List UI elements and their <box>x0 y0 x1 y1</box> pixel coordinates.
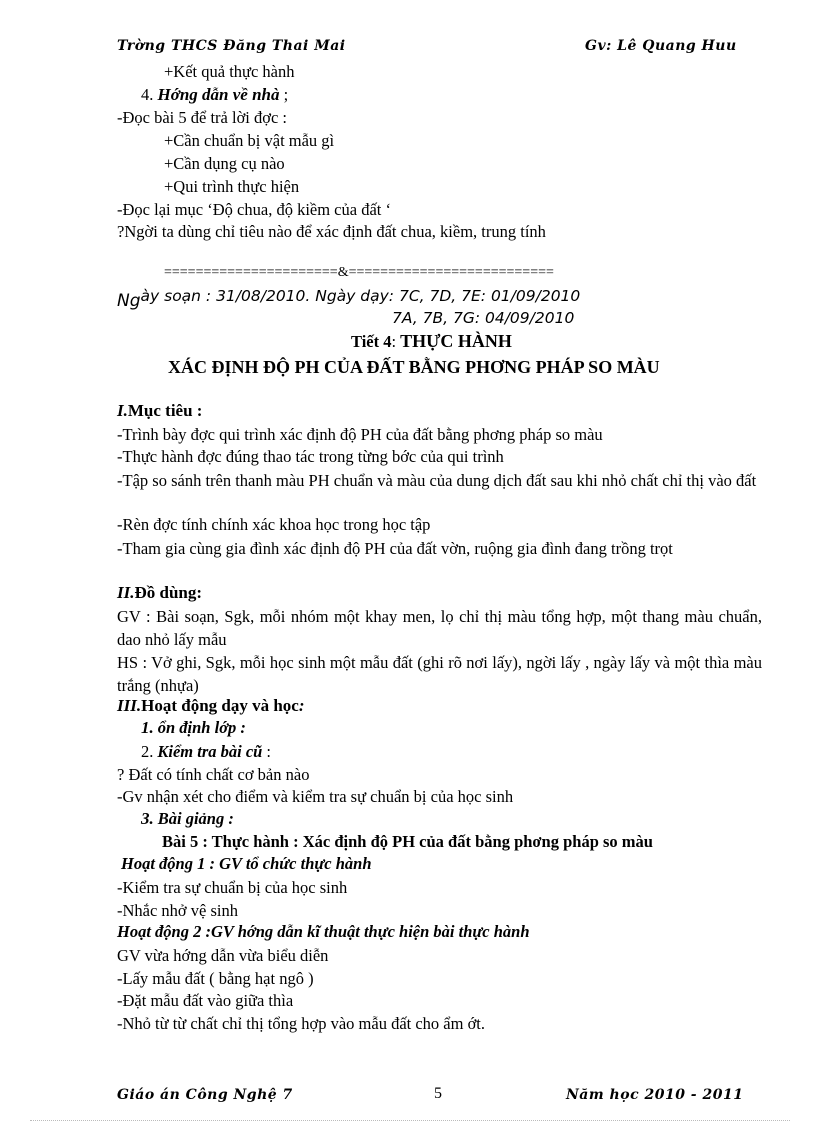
lesson-number <box>351 331 512 352</box>
step-3-number: 3. <box>141 809 154 828</box>
objective-item: -Tập so sánh trên thanh màu PH chuẩn và màu của dung dịch đất sau khi nhỏ chất chỉ thị vào đất <box>117 471 757 490</box>
footer-rule <box>30 1120 790 1121</box>
lesson-colon: : <box>391 332 397 351</box>
activity-2-item: -Nhỏ từ từ chất chỉ thị tổng hợp vào mẫu đất cho ẩm ớt. <box>117 1014 486 1033</box>
homework-label: Hớng dẫn về nhà <box>157 85 280 104</box>
materials-hs: HS : Vở ghi, Sgk, mỗi học sinh một mẫu đất (ghi rõ nơi lấy), ngời lấy , ngày lấy và một thìa màu trắng (nhựa) <box>117 653 762 695</box>
materials-gv: GV : Bài soạn, Sgk, mỗi nhóm một khay men, lọ chỉ thị màu tổng hợp, một thang màu chuẩn, dao nhỏ lấy mẫu <box>117 607 762 649</box>
objectives-heading <box>117 401 202 421</box>
footer-year: Năm học 2010 - 2011 <box>566 1087 744 1103</box>
homework-heading <box>141 84 288 106</box>
footer-subject: Giáo án Công Nghệ 7 <box>117 1087 293 1103</box>
step-3-label: Bài giảng : <box>157 809 234 828</box>
activities-tail: : <box>298 696 305 715</box>
step-2-label: Kiểm tra bài cũ <box>157 742 263 761</box>
materials-title: Đồ dùng: <box>134 583 203 602</box>
homework-number: 4. <box>141 85 154 104</box>
objective-item: -Tham gia cùng gia đình xác định độ PH của đất vờn, ruộng gia đình đang trồng trọt <box>117 539 673 558</box>
materials-heading <box>117 583 202 603</box>
activity-1-item: -Kiểm tra sự chuẩn bị của học sinh <box>117 878 348 897</box>
homework-line: -Đọc lại mục ‘Độ chua, độ kiềm của đất ‘ <box>117 200 391 219</box>
homework-line: +Cần chuẩn bị vật mẫu gì <box>164 131 335 150</box>
date-line-2: 7A, 7B, 7G: 04/09/2010 <box>392 309 575 327</box>
materials-roman: II. <box>117 583 135 602</box>
review-question: ? Đất có tính chất cơ bản nào <box>117 765 310 784</box>
activities-title: Hoạt động dạy và học <box>141 696 299 715</box>
lesson-type: THỰC HÀNH <box>400 331 512 351</box>
lesson-heading <box>162 832 653 852</box>
page-number: 5 <box>434 1085 442 1102</box>
homework-tail: ; <box>283 85 289 104</box>
activities-roman: III. <box>117 696 142 715</box>
objective-item: -Thực hành đợc đúng thao tác trong từng bớc của qui trình <box>117 447 504 466</box>
activity-2-item: GV vừa hớng dẫn vừa biểu diễn <box>117 946 329 965</box>
objectives-roman: I. <box>117 401 128 420</box>
step-1-label: ổn định lớp : <box>157 718 246 737</box>
step-1 <box>141 718 246 738</box>
step-1-number: 1. <box>141 718 154 737</box>
header-school: Trờng THCS Đăng Thai Mai <box>117 38 346 54</box>
homework-line: +Qui trình thực hiện <box>164 177 300 196</box>
header-teacher: Gv: Lê Quang Huu <box>585 38 737 54</box>
activity-1-item: -Nhắc nhở vệ sinh <box>117 901 238 920</box>
homework-line: +Cần dụng cụ nào <box>164 154 285 173</box>
activity-2-item: -Lấy mẫu đất ( bằng hạt ngô ) <box>117 969 314 988</box>
step-2-number: 2. <box>141 742 154 761</box>
step-3 <box>141 809 234 829</box>
lesson-heading-text: : Thực hành : Xác định độ PH của đất bằng phơng pháp so màu <box>202 832 653 851</box>
page-title: XÁC ĐỊNH ĐỘ PH CỦA ĐẤT BẰNG PHƠNG PHÁP SO MÀU <box>168 357 660 377</box>
result-line: +Kết quả thực hành <box>164 62 295 81</box>
homework-line: -Đọc bài 5 để trả lời đợc : <box>117 108 288 127</box>
objective-item: -Rèn đợc tính chính xác khoa học trong học tập <box>117 515 431 534</box>
separator-line: ======================&========================== <box>164 265 554 280</box>
step-2 <box>141 741 271 763</box>
date-text: ày soạn : 31/08/2010. Ngày dạy: 7C, 7D, 7E: 01/09/2010 <box>140 287 581 305</box>
activity-2-item: -Đặt mẫu đất vào giữa thìa <box>117 991 294 1010</box>
homework-question: ?Ngời ta dùng chỉ tiêu nào để xác định đất chua, kiềm, trung tính <box>117 222 546 241</box>
objective-item: -Trình bày đợc qui trình xác định độ PH của đất bằng phơng pháp so màu <box>117 425 603 444</box>
lesson-label: Tiết 4 <box>351 332 392 351</box>
activity-2-heading: Hoạt động 2 :GV hớng dẫn kĩ thuật thực hiện bài thực hành <box>117 922 530 941</box>
review-note: -Gv nhận xét cho điểm và kiểm tra sự chuẩn bị của học sinh <box>117 787 514 806</box>
objectives-title: Mục tiêu : <box>127 401 203 420</box>
date-line <box>117 286 581 311</box>
date-prefix: Ng <box>117 291 141 311</box>
activities-heading <box>117 696 305 716</box>
activity-1-heading: Hoạt động 1 : GV tổ chức thực hành <box>121 854 372 873</box>
step-2-tail: : <box>266 742 271 761</box>
lesson-heading-number: Bài 5 <box>162 832 199 851</box>
